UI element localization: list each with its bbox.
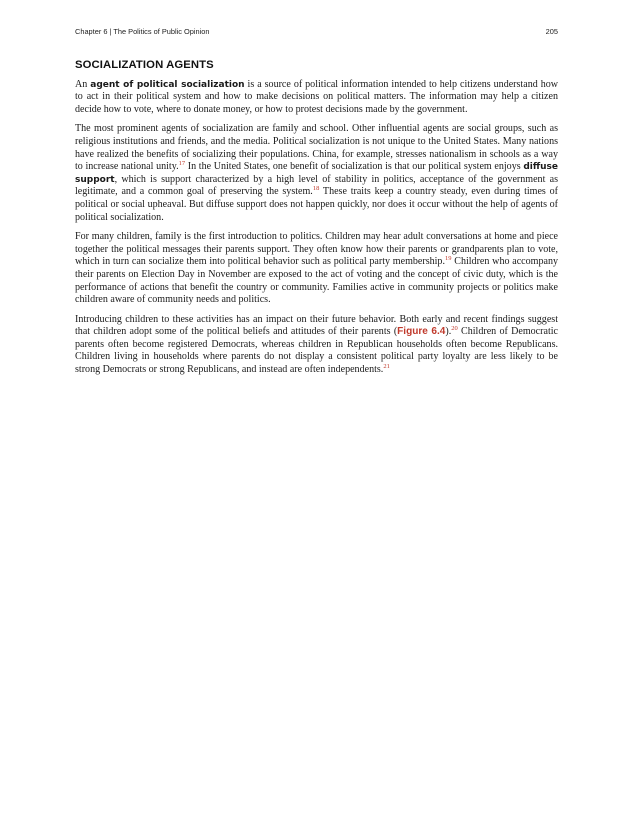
page-content — [75, 59, 558, 384]
paragraph-4 — [75, 314, 558, 377]
text-run: Introducing children to these activities has an impact on their future behavior. Both early and recent findings suggest that children adopt some of the political beliefs and attitudes of their parents ( — [75, 313, 558, 338]
text-run: Children who accompany their parents on Election Day in November are exposed to the act of voting and the concept of civic duty, which is the performance of actions that benefit the country or community. Families active in community projects or politics make children aware of community needs and politics. — [75, 256, 559, 306]
page-number: 205 — [545, 27, 558, 36]
key-term: diffuse support — [75, 162, 558, 185]
text-run: For many children, family is the first introduction to politics. Children may hear adult conversations at home and piece together the political messages their parents support. They often know how their parents or grandparents plan to vote, which in turn can socialize them into political behavior such as political party membership. — [75, 231, 558, 268]
paragraph-2 — [75, 123, 558, 224]
running-header — [75, 27, 558, 39]
footnote-ref[interactable]: 17 — [178, 160, 186, 168]
figure-link[interactable]: Figure 6.4 — [397, 326, 446, 338]
text-run: , which is support characterized by a high level of stability in politics, acceptance of the government as legitimate, and a common goal of preserving the system. — [75, 173, 558, 198]
text-run: These traits keep a country steady, even during times of political or social upheaval. But diffuse support does not happen quickly, nor does it occur without the help of agents of political socialization. — [75, 186, 558, 223]
footnote-ref[interactable]: 20 — [451, 325, 458, 333]
chapter-title: Chapter 6 | The Politics of Public Opinion — [75, 27, 210, 36]
footnote-ref[interactable]: 18 — [312, 185, 320, 193]
text-run: In the United States, one benefit of socialization is that our political system enjoys — [185, 161, 524, 173]
text-run: The most prominent agents of socialization are family and school. Other influential agents are social groups, such as religious institutions and friends, and the media. Political socialization is not unique to the United States. Many nations have realized the benefits of socializing their populations. China, for example, stresses nationalism in schools as a way to increase national unity. — [75, 123, 558, 173]
text-run: An — [75, 78, 91, 90]
text-run: Children of Democratic parents often become registered Democrats, whereas children in Republican households often become Republicans. Children living in households where parents do not display a consistent political party loyalty are less likely to be strong Democrats or strong Republicans, and instead are often independents. — [75, 326, 558, 376]
key-term: agent of political socialization — [90, 79, 245, 90]
text-run: is a source of political information intended to help citizens understand how to act in their political system and how to make decisions on political matters. The information may help a citizen decide how to vote, where to donate money, or how to protest decisions made by the government. — [75, 78, 558, 115]
text-run: ). — [445, 326, 452, 338]
footnote-ref[interactable]: 19 — [444, 255, 452, 263]
footnote-ref[interactable]: 21 — [383, 363, 390, 371]
section-heading: SOCIALIZATION AGENTS — [75, 59, 214, 71]
paragraph-1 — [75, 79, 558, 117]
paragraph-3 — [75, 231, 558, 307]
